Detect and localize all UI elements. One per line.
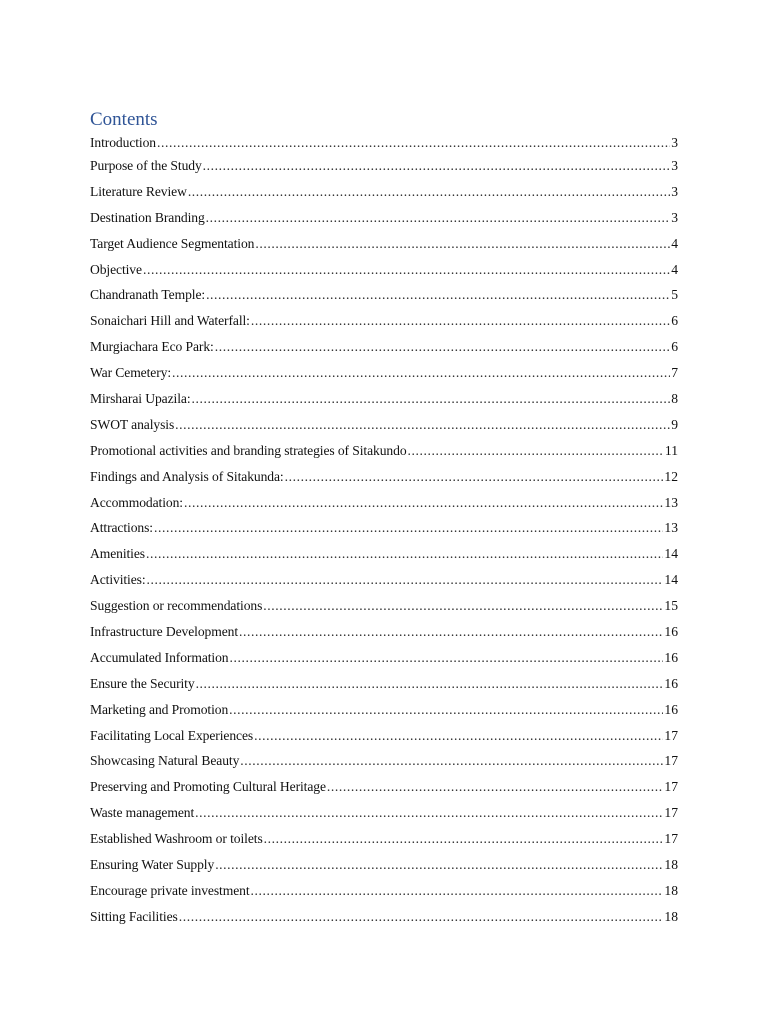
toc-dot-leader — [188, 181, 670, 203]
toc-entry[interactable] — [90, 647, 678, 673]
toc-entry[interactable] — [90, 725, 678, 751]
toc-entry[interactable] — [90, 207, 678, 233]
toc-dot-leader — [215, 336, 670, 358]
toc-dot-leader — [239, 621, 663, 643]
toc-entry-title: Accommodation: — [90, 494, 183, 510]
toc-entry-title: Infrastructure Development — [90, 624, 239, 640]
toc-dot-leader — [196, 673, 664, 695]
toc-dot-leader — [184, 492, 663, 514]
toc-entry[interactable] — [90, 517, 678, 543]
toc-entry[interactable] — [90, 621, 678, 647]
toc-entry-title: Mirsharai Upazila: — [90, 391, 191, 407]
toc-entry-title: SWOT analysis — [90, 416, 175, 432]
toc-dot-leader — [264, 828, 664, 850]
toc-entry-title: Target Audience Segmentation — [90, 235, 255, 251]
toc-entry-page-number: 4 — [671, 261, 678, 277]
toc-entry-title: Facilitating Local Experiences — [90, 727, 254, 743]
toc-entry-title: Promotional activities and branding strategies of Sitakundo — [90, 442, 407, 458]
toc-entry-title: Amenities — [90, 546, 145, 562]
toc-entry-title: Waste management — [90, 805, 195, 821]
toc-entry-page-number: 17 — [664, 831, 678, 847]
toc-dot-leader — [147, 569, 664, 591]
toc-entry-title: Purpose of the Study — [90, 158, 202, 173]
toc-dot-leader — [408, 440, 664, 462]
toc-entry-page-number: 6 — [671, 313, 678, 329]
toc-entry-page-number: 7 — [671, 365, 678, 381]
toc-dot-leader — [192, 388, 671, 410]
toc-dot-leader — [179, 906, 664, 928]
toc-entry-title: Showcasing Natural Beauty — [90, 753, 240, 769]
toc-dot-leader — [230, 647, 664, 669]
toc-entry-page-number: 15 — [664, 598, 678, 614]
toc-entry[interactable] — [90, 181, 678, 207]
toc-entry[interactable] — [90, 259, 678, 285]
toc-entry-page-number: 16 — [664, 675, 678, 691]
toc-entry-page-number: 14 — [664, 572, 678, 588]
toc-dot-leader — [240, 750, 663, 772]
toc-entry-title: Attractions: — [90, 520, 153, 536]
toc-entry-title: Findings and Analysis of Sitakunda: — [90, 468, 284, 484]
toc-entry-title: Encourage private investment — [90, 882, 250, 898]
toc-entry-title: War Cemetery: — [90, 365, 172, 381]
toc-dot-leader — [254, 725, 663, 747]
toc-entry[interactable] — [90, 750, 678, 776]
toc-dot-leader — [251, 310, 670, 332]
toc-entry-page-number: 17 — [664, 805, 678, 821]
toc-entry[interactable] — [90, 388, 678, 414]
toc-entry-page-number: 6 — [671, 339, 678, 355]
toc-entry-title: Marketing and Promotion — [90, 701, 229, 717]
toc-entry[interactable] — [90, 155, 678, 181]
toc-entry[interactable] — [90, 310, 678, 336]
toc-entry[interactable] — [90, 284, 678, 310]
toc-entry-title: Accumulated Information — [90, 649, 229, 665]
table-of-contents — [90, 108, 678, 932]
toc-entry-page-number: 17 — [664, 779, 678, 795]
toc-entry[interactable] — [90, 880, 678, 906]
toc-entry[interactable] — [90, 492, 678, 518]
toc-dot-leader — [251, 880, 664, 902]
toc-entry-page-number: 8 — [671, 391, 678, 407]
toc-entry-page-number: 12 — [664, 468, 678, 484]
toc-entry[interactable] — [90, 233, 678, 259]
toc-entry[interactable] — [90, 828, 678, 854]
toc-entry-page-number: 9 — [671, 416, 678, 432]
toc-entry-title: Destination Branding — [90, 209, 205, 225]
toc-entry-page-number: 3 — [671, 158, 678, 173]
toc-entry-page-number: 3 — [671, 183, 678, 199]
toc-entry-page-number: 3 — [671, 209, 678, 225]
toc-entry-page-number: 16 — [664, 701, 678, 717]
toc-dot-leader — [263, 595, 663, 617]
toc-entry-page-number: 18 — [664, 857, 678, 873]
toc-entry-page-number: 17 — [664, 727, 678, 743]
toc-dot-leader — [285, 466, 664, 488]
toc-entry[interactable] — [90, 362, 678, 388]
toc-entry-title: Preserving and Promoting Cultural Heritage — [90, 779, 326, 795]
toc-entry[interactable] — [90, 336, 678, 362]
toc-dot-leader — [255, 233, 670, 255]
toc-entry-page-number: 16 — [664, 624, 678, 640]
toc-entry-title: Murgiachara Eco Park: — [90, 339, 214, 355]
toc-dot-leader — [143, 259, 670, 281]
toc-entry[interactable] — [90, 802, 678, 828]
toc-entry-page-number: 16 — [664, 649, 678, 665]
toc-entry-title: Chandranath Temple: — [90, 287, 206, 303]
toc-entry-title: Ensure the Security — [90, 675, 195, 691]
toc-entry-page-number: 3 — [671, 135, 678, 150]
toc-dot-leader — [175, 414, 670, 436]
toc-entry-page-number: 17 — [664, 753, 678, 769]
toc-entry[interactable] — [90, 543, 678, 569]
toc-entry-title: Introduction — [90, 135, 156, 150]
toc-entry-page-number: 14 — [664, 546, 678, 562]
toc-entry-title: Ensuring Water Supply — [90, 857, 215, 873]
toc-dot-leader — [215, 854, 663, 876]
toc-entry-title: Sitting Facilities — [90, 908, 178, 924]
toc-entry-title: Literature Review — [90, 183, 187, 199]
toc-entry[interactable] — [90, 595, 678, 621]
toc-entry-title: Established Washroom or toilets — [90, 831, 263, 847]
toc-entry[interactable] — [90, 466, 678, 492]
toc-entry[interactable] — [90, 776, 678, 802]
toc-entry[interactable] — [90, 569, 678, 595]
toc-entry-page-number: 11 — [664, 442, 678, 458]
toc-dot-leader — [154, 517, 663, 539]
toc-entry-page-number: 5 — [671, 287, 678, 303]
toc-dot-leader — [146, 543, 663, 565]
toc-entry-page-number: 18 — [664, 882, 678, 898]
toc-entry-page-number: 13 — [664, 520, 678, 536]
toc-entry[interactable] — [90, 854, 678, 880]
toc-heading: Contents — [90, 109, 158, 130]
toc-entry[interactable] — [90, 132, 678, 155]
toc-entry[interactable] — [90, 673, 678, 699]
toc-dot-leader — [195, 802, 663, 824]
toc-entry[interactable] — [90, 414, 678, 440]
toc-dot-leader — [206, 284, 670, 306]
toc-dot-leader — [327, 776, 663, 798]
toc-entry-title: Objective — [90, 261, 142, 277]
toc-dot-leader — [206, 207, 671, 229]
toc-entry-page-number: 13 — [664, 494, 678, 510]
toc-dot-leader — [172, 362, 670, 384]
toc-entry-page-number: 18 — [664, 908, 678, 924]
toc-entry[interactable] — [90, 440, 678, 466]
toc-dot-leader — [157, 132, 670, 154]
toc-entry-page-number: 4 — [671, 235, 678, 251]
toc-dot-leader — [229, 699, 663, 721]
toc-entry-title: Activities: — [90, 572, 146, 588]
toc-entry[interactable] — [90, 699, 678, 725]
toc-dot-leader — [203, 155, 671, 177]
toc-entry[interactable] — [90, 906, 678, 932]
toc-entry-title: Sonaichari Hill and Waterfall: — [90, 313, 250, 329]
toc-entry-title: Suggestion or recommendations — [90, 598, 263, 614]
toc-list — [90, 132, 678, 932]
